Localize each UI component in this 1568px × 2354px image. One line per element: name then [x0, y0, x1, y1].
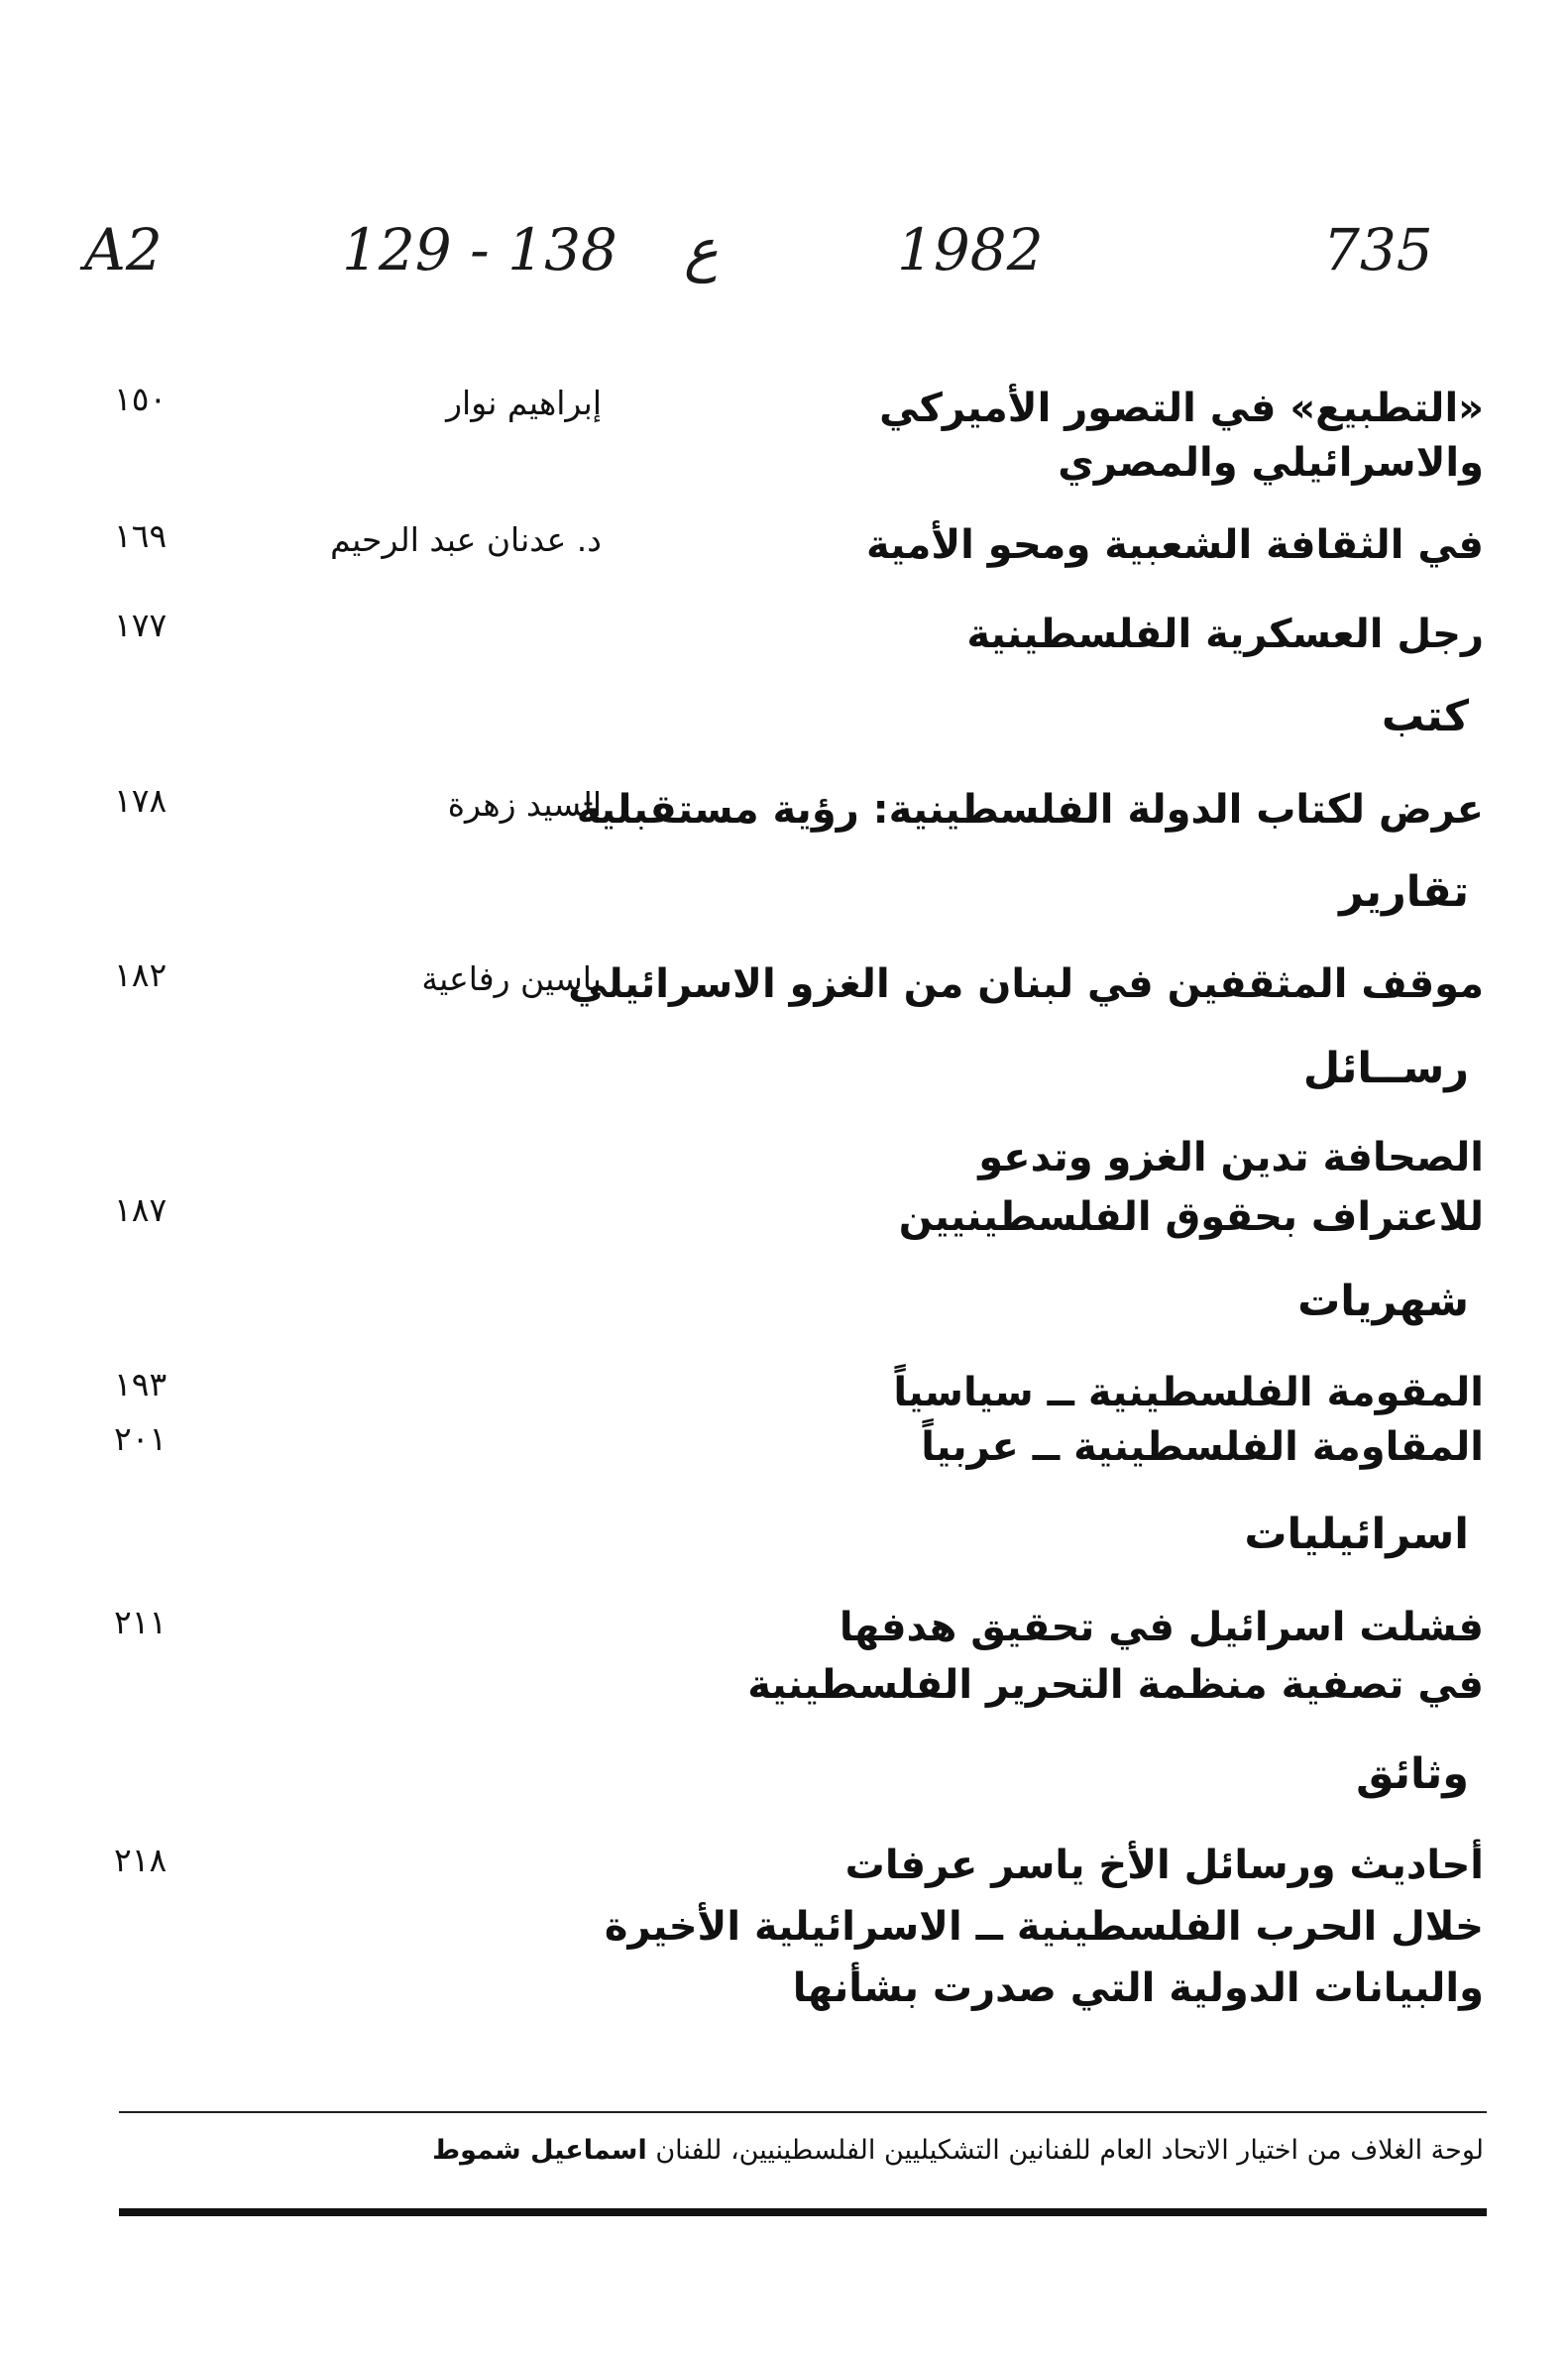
toc-entry-page: ١٧٨ — [114, 781, 168, 820]
toc-entry-title: موقف المثقفين في لبنان من الغزو الاسرائيلي — [568, 961, 1484, 1007]
toc-entry-page: ١٦٩ — [114, 516, 168, 555]
handwritten-item-code: 735 — [1323, 216, 1433, 283]
toc-entry-title: في الثقافة الشعبية ومحو الأمية — [866, 522, 1484, 568]
toc-entry-title: رجل العسكرية الفلسطينية — [966, 612, 1484, 657]
toc-entry-page: ١٨٧ — [114, 1190, 168, 1229]
toc-entry-title: في تصفية منظمة التحرير الفلسطينية — [747, 1662, 1484, 1708]
toc-entry-title: خلال الحرب الفلسطينية ــ الاسرائيلية الأخيرة — [604, 1904, 1484, 1950]
toc-entry-title: «التطبيع» في التصور الأميركي — [879, 386, 1484, 431]
footer-divider — [119, 2111, 1487, 2113]
toc-entry-page: ٢١١ — [114, 1603, 168, 1641]
toc-entry-page: ١٥٠ — [114, 380, 168, 418]
section-heading-letters: رســائل — [1302, 1044, 1469, 1093]
toc-entry-author: د. عدنان عبد الرحيم — [330, 520, 602, 559]
handwritten-page-range: 129 - 138 — [342, 216, 617, 283]
section-heading-israeli-affairs: اسرائيليات — [1244, 1510, 1469, 1559]
toc-entry-page: ١٧٧ — [114, 606, 168, 644]
toc-entry-author: إبراهيم نوار — [446, 384, 602, 422]
section-heading-documents: وثائق — [1356, 1749, 1469, 1799]
toc-entry-title: للاعتراف بحقوق الفلسطينيين — [898, 1194, 1484, 1240]
section-heading-books: كتب — [1381, 692, 1469, 741]
footer-thick-rule — [119, 2208, 1487, 2216]
section-heading-monthlies: شهريات — [1297, 1277, 1469, 1326]
handwritten-issue-mark: ع — [684, 216, 719, 283]
section-heading-reports: تقارير — [1339, 867, 1469, 917]
toc-entry-page: ١٩٣ — [114, 1365, 168, 1403]
cover-caption-text: لوحة الغلاف من اختيار الاتحاد العام للفنانين التشكيليين الفلسطينيين، للفنان — [655, 2135, 1484, 2166]
toc-entry-title: والبيانات الدولية التي صدرت بشأنها — [792, 1965, 1484, 2011]
toc-entry-title: فشلت اسرائيل في تحقيق هدفها — [839, 1605, 1484, 1650]
toc-entry-author: السيد زهرة — [447, 785, 602, 824]
toc-entry-page: ٢١٨ — [114, 1841, 168, 1879]
toc-entry-title: أحاديث ورسائل الأخ ياسر عرفات — [844, 1843, 1484, 1888]
toc-entry-author: ياسين رفاعية — [421, 959, 602, 998]
toc-entry-title: والاسرائيلي والمصري — [1058, 440, 1484, 486]
cover-caption — [116, 2129, 1484, 2173]
toc-entry-page: ١٨٢ — [114, 955, 168, 994]
toc-entry-title: المقاومة الفلسطينية ــ عربياً — [921, 1424, 1484, 1470]
handwritten-shelf-mark: A2 — [84, 216, 163, 283]
toc-entry-title: الصحافة تدين الغزو وتدعو — [978, 1135, 1484, 1180]
toc-entry-title: المقومة الفلسطينية ــ سياسياً — [893, 1370, 1484, 1415]
toc-entry-title: عرض لكتاب الدولة الفلسطينية: رؤية مستقبلية — [576, 787, 1484, 833]
toc-entry-page: ٢٠١ — [114, 1419, 168, 1458]
cover-artist-name: اسماعيل شموط — [432, 2135, 647, 2166]
handwritten-year: 1982 — [897, 216, 1044, 283]
